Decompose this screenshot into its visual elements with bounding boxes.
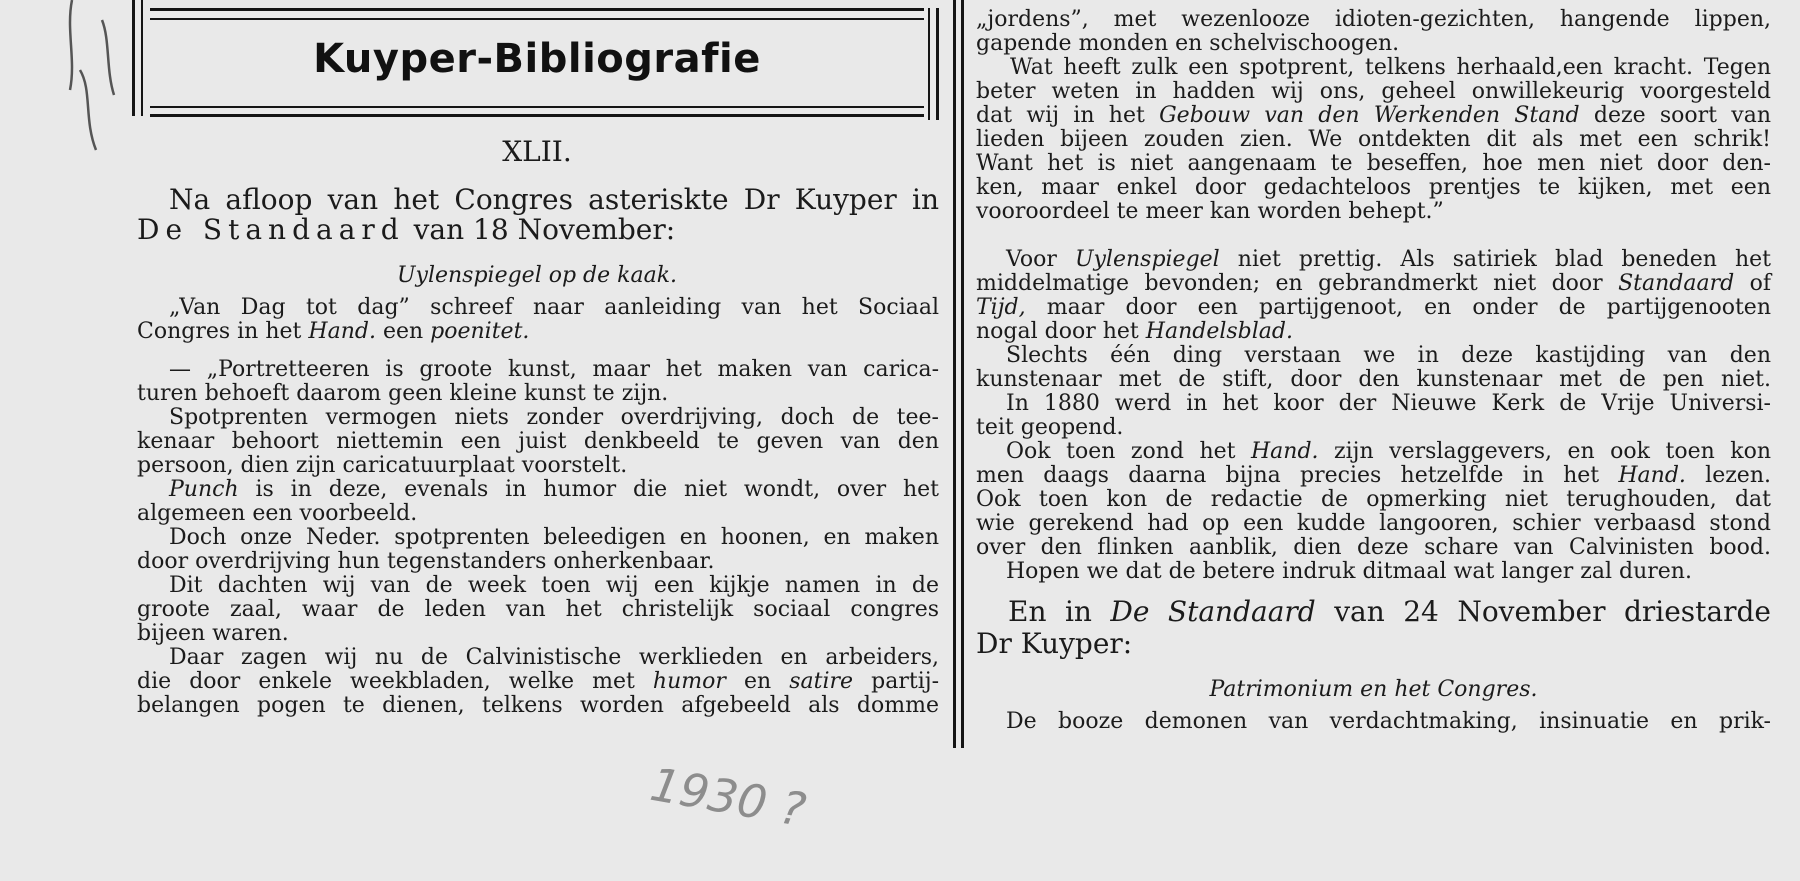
column-rule [141, 0, 143, 116]
newspaper-name: De Standaard [137, 213, 405, 246]
intro-line [137, 213, 676, 246]
text-line: lieden bijeen zouden zien. We ontdekten dit als met een schrik! [976, 127, 1771, 152]
intro-line: Na afloop van het Congres asteriskte Dr Kuyper in [169, 183, 939, 216]
text-line: gapende monden en schelvischoogen. [976, 31, 1400, 56]
column-rule [132, 0, 135, 116]
text-line: Tijd, maar door een partijgenoot, en onder de partijgenooten [976, 295, 1771, 320]
intro-line: Dr Kuyper: [976, 627, 1133, 660]
text-line: wie gerekend had op een kudde langooren, schier verbaasd stond [976, 511, 1771, 536]
text-line: belangen pogen te dienen, telkens worden afgebeeld als domme [137, 693, 939, 718]
text-line: over den flinken aanblik, dien deze schare van Calvinisten bood. [976, 535, 1771, 560]
intro-date: van 18 November: [413, 213, 676, 246]
text-line: Ook toen kon de redactie de opmerking niet terughouden, dat [976, 487, 1771, 512]
handwritten-note: 1930 ? [646, 756, 810, 838]
text-line: Want het is niet aangenaam te beseffen, hoe men niet door den- [976, 151, 1771, 176]
margin-pencil-mark [62, 0, 132, 160]
article-subtitle: Patrimonium en het Congres. [1209, 677, 1538, 702]
text-line: — „Portretteeren is groote kunst, maar het maken van carica- [169, 357, 939, 382]
header-rule [150, 18, 924, 20]
page-title: Kuyper-Bibliografie [313, 36, 761, 82]
text-line: Voor Uylenspiegel niet prettig. Als satiriek blad beneden het [1006, 247, 1772, 272]
text-line: kunstenaar met de stift, door den kunstenaar met de pen niet. [976, 367, 1771, 392]
article-subtitle: Uylenspiegel op de kaak. [396, 263, 678, 288]
text-line: Daar zagen wij nu de Calvinistische werklieden en arbeiders, [169, 645, 939, 670]
text-line: men daags daarna bijna precies hetzelfde in het Hand. lezen. [976, 463, 1771, 488]
text-line: Dit dachten wij van de week toen wij een kijkje namen in de [169, 573, 939, 598]
text-line: nogal door het Handelsblad. [976, 319, 1293, 344]
text-line: kenaar behoort niettemin een juist denkbeeld te geven van den [137, 429, 939, 454]
text-line: Hopen we dat de betere indruk ditmaal wat langer zal duren. [1006, 559, 1692, 584]
text-line: beter weten in hadden wij ons, geheel onwillekeurig voorgesteld [976, 79, 1771, 104]
text-line: Punch is in deze, evenals in humor die niet wondt, over het [169, 477, 939, 502]
column-rule [953, 0, 956, 748]
text-line: Ook toen zond het Hand. zijn verslaggevers, en ook toen kon [1006, 439, 1772, 464]
text-line: teit geopend. [976, 415, 1124, 440]
text-line: die door enkele weekbladen, welke met humor en satire partij- [137, 669, 940, 694]
text-line: ken, maar enkel door gedachteloos prentjes te kijken, met een [976, 175, 1771, 200]
column-rule [961, 0, 964, 748]
section-number: XLII. [502, 135, 572, 168]
header-rule [150, 8, 924, 11]
text-line: bijeen waren. [137, 621, 289, 646]
text-line: door overdrijving hun tegenstanders onherkenbaar. [137, 549, 715, 574]
header-rule [150, 106, 924, 108]
header-box-rule [936, 8, 939, 120]
text-line: De booze demonen van verdachtmaking, insinuatie en prik- [1006, 709, 1771, 734]
text-line: Congres in het Hand. een poenitet. [137, 319, 530, 344]
text-line: „jordens”, met wezenlooze idioten-gezichten, hangende lippen, [976, 7, 1771, 32]
text-line: groote zaal, waar de leden van het christelijk sociaal congres [137, 597, 939, 622]
intro-line: En in De Standaard van 24 November driestarde [1008, 595, 1771, 628]
text-line: Doch onze Neder. spotprenten beleedigen en hoonen, en maken [169, 525, 939, 550]
header-rule [150, 114, 924, 117]
text-line: middelmatige bevonden; en gebrandmerkt niet door Standaard of [976, 271, 1772, 296]
text-line: dat wij in het Gebouw van den Werkenden Stand deze soort van [976, 103, 1772, 128]
section-header [150, 6, 924, 118]
text-line: Spotprenten vermogen niets zonder overdrijving, doch de tee- [169, 405, 939, 430]
text-line: Wat heeft zulk een spotprent, telkens herhaald,een kracht. Tegen [1010, 55, 1771, 80]
text-line: vooroordeel te meer kan worden behept.” [976, 199, 1444, 224]
text-line: algemeen een voorbeeld. [137, 501, 418, 526]
text-line: turen behoeft daarom geen kleine kunst te zijn. [137, 381, 669, 406]
text-line: In 1880 werd in het koor der Nieuwe Kerk de Vrije Universi- [1006, 391, 1771, 416]
text-line: persoon, dien zijn caricatuurplaat voorstelt. [137, 453, 628, 478]
text-line: Slechts één ding verstaan we in deze kastijding van den [1006, 343, 1771, 368]
text-line: „Van Dag tot dag” schreef naar aanleiding van het Sociaal [169, 295, 939, 320]
header-box-rule [928, 8, 930, 120]
